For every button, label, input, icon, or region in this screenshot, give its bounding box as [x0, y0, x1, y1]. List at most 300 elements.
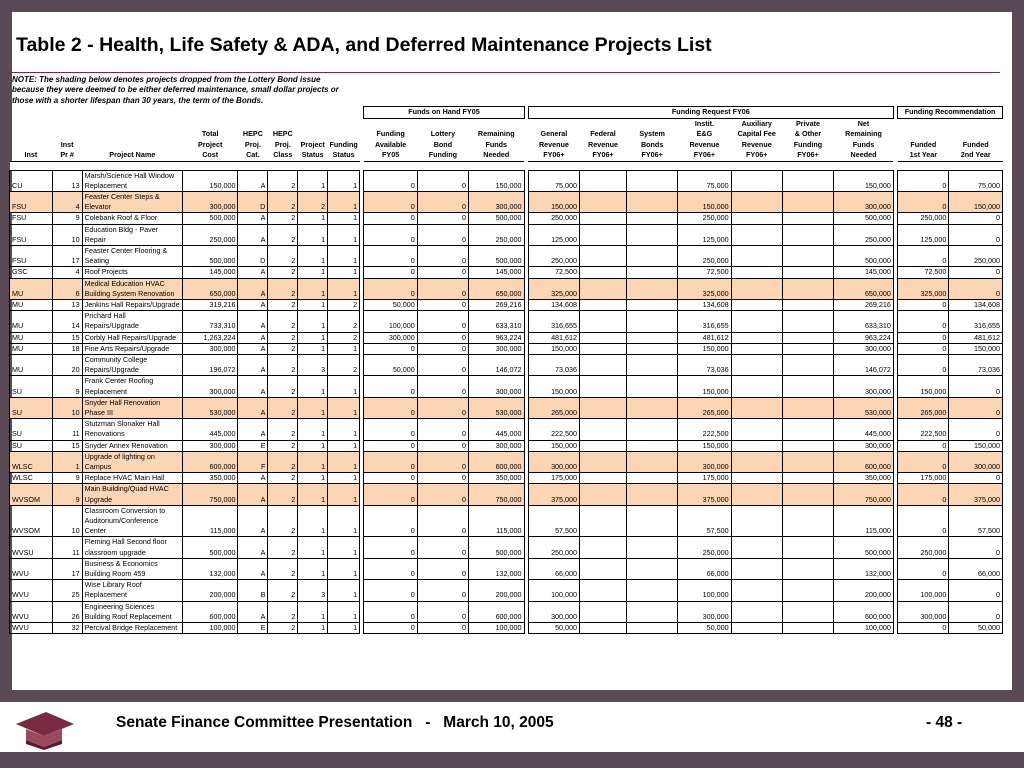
table-cell: 0	[364, 537, 417, 558]
table-cell: 100,000	[528, 580, 579, 601]
table-cell: 0	[417, 451, 468, 472]
table-cell: 250,000	[834, 224, 894, 245]
table-cell	[731, 311, 782, 332]
table-cell: 150,000	[898, 376, 949, 397]
table-cell: 325,000	[678, 278, 731, 299]
table-cell	[627, 299, 678, 310]
table-cell: 300,000	[834, 191, 894, 212]
table-cell	[731, 278, 782, 299]
table-cell: 75,000	[528, 170, 579, 191]
table-cell	[782, 397, 833, 418]
column-header-line: Funding	[329, 139, 358, 149]
table-cell: 18	[52, 343, 82, 354]
column-header	[52, 118, 82, 161]
table-cell: 66,000	[678, 558, 731, 579]
table-cell: 0	[364, 245, 417, 266]
table-cell: 0	[417, 299, 468, 310]
column-header-line: FY06+	[746, 150, 768, 159]
table-cell: 1	[298, 376, 328, 397]
table-cell: 300,000	[182, 440, 238, 451]
table-cell: 265,000	[678, 397, 731, 418]
table-cell: 750,000	[469, 484, 525, 505]
table-cell: Colebank Roof & Floor	[82, 213, 182, 224]
table-cell: Replace HVAC Main Hall	[82, 473, 182, 484]
table-cell: 1	[328, 558, 360, 579]
table-cell: 0	[417, 623, 468, 634]
column-header-line: Funded	[910, 139, 937, 149]
table-cell: 2	[268, 451, 298, 472]
column-header	[898, 118, 949, 161]
column-header-line: Funding	[793, 139, 823, 149]
table-cell	[782, 623, 833, 634]
table-cell: 1	[298, 267, 328, 278]
table-cell: 600,000	[834, 601, 894, 622]
table-cell: 3	[298, 354, 328, 375]
column-header-line: Remaining	[477, 129, 515, 138]
table-cell: 0	[364, 558, 417, 579]
table-cell: 0	[898, 451, 949, 472]
table-cell: 115,000	[469, 505, 525, 537]
table-cell: A	[238, 299, 268, 310]
table-cell: 150,000	[949, 440, 1003, 451]
table-cell: 150,000	[182, 170, 238, 191]
table-cell: Business & Economics Building Room 459	[82, 558, 182, 579]
table-cell: 0	[417, 343, 468, 354]
table-cell: 1	[298, 451, 328, 472]
column-header	[627, 118, 678, 161]
column-header-line	[11, 129, 52, 140]
table-cell: 73,036	[528, 354, 579, 375]
column-header	[731, 118, 782, 161]
table-cell: 2	[268, 245, 298, 266]
table-cell: B	[238, 580, 268, 601]
table-cell: 2	[268, 311, 298, 332]
table-cell	[580, 601, 627, 622]
table-cell: 530,000	[469, 397, 525, 418]
table-cell	[731, 580, 782, 601]
table-cell: 10	[52, 397, 82, 418]
table-cell: 0	[417, 580, 468, 601]
column-header	[298, 118, 328, 161]
table-cell	[731, 601, 782, 622]
table-cell: 530,000	[182, 397, 238, 418]
table-cell	[731, 267, 782, 278]
table-cell: 0	[949, 397, 1003, 418]
table-cell: 150,000	[949, 191, 1003, 212]
column-header-line	[899, 129, 948, 140]
table-cell: 300,000	[528, 601, 579, 622]
table-cell	[627, 224, 678, 245]
table-row	[10, 267, 1003, 278]
table-cell: 146,072	[469, 354, 525, 375]
table-cell: 1	[298, 601, 328, 622]
table-cell: Snyder Hall Renovation Phase III	[82, 397, 182, 418]
table-cell: 500,000	[182, 213, 238, 224]
table-cell	[580, 267, 627, 278]
table-cell: 100,000	[834, 623, 894, 634]
table-cell: 20	[52, 354, 82, 375]
table-cell: 375,000	[678, 484, 731, 505]
table-cell: 200,000	[182, 580, 238, 601]
table-cell: 175,000	[898, 473, 949, 484]
spacer-cell	[10, 161, 1003, 170]
table-cell: 1	[328, 601, 360, 622]
table-cell	[782, 311, 833, 332]
table-cell: 1	[298, 170, 328, 191]
table-cell: 300,000	[182, 343, 238, 354]
table-cell: 2	[328, 332, 360, 343]
table-cell	[782, 440, 833, 451]
table-cell	[580, 299, 627, 310]
table-cell: 300,000	[469, 343, 525, 354]
table-cell: MU	[10, 354, 53, 375]
table-cell: 0	[417, 213, 468, 224]
table-cell: A	[238, 558, 268, 579]
table-cell: GSC	[10, 267, 53, 278]
table-cell: Upgrade of lighting on Campus	[82, 451, 182, 472]
table-cell: 14	[52, 311, 82, 332]
table-cell	[627, 484, 678, 505]
table-row	[10, 537, 1003, 558]
table-cell	[580, 558, 627, 579]
table-cell: 2	[268, 191, 298, 212]
table-cell	[782, 558, 833, 579]
table-cell: 316,655	[678, 311, 731, 332]
table-cell: Stutzman Slonaker Hall Renovations	[82, 419, 182, 440]
table-cell: Wise Library Roof Replacement	[82, 580, 182, 601]
table-cell: 600,000	[834, 451, 894, 472]
table-cell: 445,000	[182, 419, 238, 440]
table-cell: 1	[298, 440, 328, 451]
column-header-line: Bond	[433, 139, 453, 149]
table-cell: 145,000	[834, 267, 894, 278]
table-cell: 0	[949, 213, 1003, 224]
table-cell: 2	[268, 505, 298, 537]
column-header-line: Inst	[60, 139, 74, 149]
table-row	[10, 440, 1003, 451]
table-cell	[782, 213, 833, 224]
table-row	[10, 343, 1003, 354]
table-cell	[580, 484, 627, 505]
table-cell: 2	[268, 440, 298, 451]
table-row	[10, 213, 1003, 224]
table-cell: 1	[328, 224, 360, 245]
table-cell: 15	[52, 332, 82, 343]
table-cell: 2	[268, 623, 298, 634]
table-cell: 1	[298, 623, 328, 634]
table-cell: 0	[898, 343, 949, 354]
table-cell: 73,036	[949, 354, 1003, 375]
column-header-line: FY06+	[693, 150, 716, 159]
table-cell	[627, 311, 678, 332]
table-cell: 1	[328, 419, 360, 440]
table-cell: 1	[328, 213, 360, 224]
table-cell: 0	[364, 191, 417, 212]
table-cell	[627, 397, 678, 418]
table-cell: 2	[268, 224, 298, 245]
table-cell: 115,000	[182, 505, 238, 537]
table-cell: 2	[268, 170, 298, 191]
table-cell: E	[238, 440, 268, 451]
table-cell: WVSU	[10, 537, 53, 558]
table-cell: 1	[328, 473, 360, 484]
column-header-line: Inst	[24, 150, 38, 159]
table-cell: 2	[328, 299, 360, 310]
table-cell: 2	[268, 419, 298, 440]
table-cell	[782, 267, 833, 278]
table-cell: 0	[949, 537, 1003, 558]
table-cell: E	[238, 623, 268, 634]
table-cell: 500,000	[834, 213, 894, 224]
table-cell: 0	[364, 440, 417, 451]
table-cell: 0	[364, 451, 417, 472]
table-cell: Feaster Center Steps & Elevator	[82, 191, 182, 212]
table-row	[10, 299, 1003, 310]
table-cell	[627, 505, 678, 537]
table-cell: 0	[898, 245, 949, 266]
table-cell	[731, 332, 782, 343]
table-cell: 2	[268, 267, 298, 278]
table-cell: 633,310	[469, 311, 525, 332]
table-cell: Corbly Hall Repairs/Upgrade	[82, 332, 182, 343]
column-header-line: Status	[301, 150, 324, 159]
table-cell: 146,072	[834, 354, 894, 375]
column-header	[469, 118, 525, 161]
table-cell: 2	[268, 580, 298, 601]
table-cell: 0	[898, 354, 949, 375]
table-cell: 1	[328, 440, 360, 451]
table-cell: 500,000	[834, 245, 894, 266]
group-funding-request: Funding Request FY06	[528, 107, 893, 119]
table-cell: 0	[949, 580, 1003, 601]
table-row	[10, 191, 1003, 212]
table-cell: 0	[417, 440, 468, 451]
table-cell	[580, 332, 627, 343]
column-header-line: HEPC	[242, 129, 263, 138]
table-cell	[580, 191, 627, 212]
table-cell: 0	[417, 419, 468, 440]
table-cell	[580, 354, 627, 375]
table-cell: 0	[417, 332, 468, 343]
table-cell: 150,000	[678, 440, 731, 451]
table-cell: 150,000	[469, 170, 525, 191]
table-cell: 500,000	[469, 537, 525, 558]
table-cell	[782, 245, 833, 266]
table-cell: FSU	[10, 245, 53, 266]
table-cell: 100,000	[182, 623, 238, 634]
table-cell: A	[238, 601, 268, 622]
table-cell: 0	[417, 484, 468, 505]
table-cell: 150,000	[528, 343, 579, 354]
table-cell	[627, 170, 678, 191]
table-row	[10, 376, 1003, 397]
table-cell: 66,000	[949, 558, 1003, 579]
table-cell: 32	[52, 623, 82, 634]
table-cell: Medical Education HVAC Building System Renovation	[82, 278, 182, 299]
table-cell: A	[238, 537, 268, 558]
table-cell	[731, 473, 782, 484]
table-cell: A	[238, 397, 268, 418]
table-cell: 11	[52, 419, 82, 440]
column-header-line	[329, 129, 359, 140]
table-cell	[580, 213, 627, 224]
table-cell: Snyder Annex Renovation	[82, 440, 182, 451]
table-cell	[782, 580, 833, 601]
table-cell: 500,000	[834, 537, 894, 558]
table-cell	[627, 354, 678, 375]
column-header	[782, 118, 833, 161]
table-cell	[580, 245, 627, 266]
table-cell: 269,216	[469, 299, 525, 310]
column-header-line: Status	[332, 150, 355, 159]
column-header-line	[83, 140, 181, 151]
table-row	[10, 558, 1003, 579]
column-header-line: Net	[857, 118, 870, 128]
table-row	[10, 505, 1003, 537]
column-header-line: Revenue	[588, 139, 619, 149]
table-cell: 2	[268, 473, 298, 484]
table-cell	[782, 278, 833, 299]
table-cell: 0	[898, 170, 949, 191]
table-cell: 3	[298, 580, 328, 601]
table-cell: 269,216	[834, 299, 894, 310]
table-cell: 963,224	[469, 332, 525, 343]
column-header-line: Funded	[962, 139, 989, 149]
table-cell	[580, 278, 627, 299]
table-cell: SU	[10, 397, 53, 418]
table-row	[10, 170, 1003, 191]
table-cell: 0	[417, 397, 468, 418]
group-spacer	[10, 107, 360, 119]
table-row	[10, 451, 1003, 472]
table-row	[10, 397, 1003, 418]
column-header	[10, 118, 53, 161]
table-cell: 25	[52, 580, 82, 601]
table-cell: 300,000	[834, 440, 894, 451]
table-cell: 200,000	[834, 580, 894, 601]
table-cell: 250,000	[469, 224, 525, 245]
table-cell	[782, 537, 833, 558]
table-cell	[580, 170, 627, 191]
table-cell: 125,000	[898, 224, 949, 245]
table-cell	[627, 278, 678, 299]
table-cell: 0	[417, 473, 468, 484]
table-cell: 2	[328, 354, 360, 375]
table-cell: 2	[328, 311, 360, 332]
table-cell: 445,000	[469, 419, 525, 440]
table-cell: 100,000	[678, 580, 731, 601]
table-cell: 72,500	[528, 267, 579, 278]
table-cell: 0	[949, 224, 1003, 245]
table-cell	[731, 419, 782, 440]
table-cell: 500,000	[182, 537, 238, 558]
table-cell: 0	[417, 558, 468, 579]
table-cell: 1	[328, 580, 360, 601]
table-cell: 0	[417, 311, 468, 332]
table-cell: 75,000	[678, 170, 731, 191]
table-cell: A	[238, 376, 268, 397]
table-cell: 200,000	[469, 580, 525, 601]
table-cell: 0	[417, 376, 468, 397]
table-cell: 66,000	[528, 558, 579, 579]
table-cell: 1	[298, 419, 328, 440]
table-cell: 300,000	[834, 376, 894, 397]
table-cell: 1	[298, 213, 328, 224]
table-cell: 150,000	[678, 376, 731, 397]
table-cell: 0	[364, 343, 417, 354]
table-cell: 17	[52, 245, 82, 266]
column-header-line: Funds	[852, 139, 875, 149]
table-cell: 57,500	[678, 505, 731, 537]
table-cell: 0	[364, 376, 417, 397]
table-cell: 0	[364, 419, 417, 440]
table-cell	[731, 558, 782, 579]
table-cell: MU	[10, 311, 53, 332]
table-cell	[627, 245, 678, 266]
table-cell: 963,224	[834, 332, 894, 343]
table-cell: 0	[949, 267, 1003, 278]
table-cell: 600,000	[182, 451, 238, 472]
table-row	[10, 601, 1003, 622]
column-header-line: Needed	[850, 150, 877, 159]
column-header-line: Private	[795, 118, 820, 128]
column-header-line: Cost	[202, 150, 219, 159]
table-cell: 222,500	[678, 419, 731, 440]
table-cell: 2	[268, 278, 298, 299]
table-cell: D	[238, 191, 268, 212]
table-cell: 2	[268, 299, 298, 310]
table-cell: 26	[52, 601, 82, 622]
table-cell: 375,000	[949, 484, 1003, 505]
table-cell: A	[238, 170, 268, 191]
column-header-line: Funding	[376, 129, 405, 138]
column-header	[82, 118, 182, 161]
table-cell: 350,000	[834, 473, 894, 484]
table-cell: 10	[52, 224, 82, 245]
table-cell: 265,000	[528, 397, 579, 418]
table-cell: A	[238, 213, 268, 224]
table-cell: 0	[898, 505, 949, 537]
table-cell: Prichard Hall Repairs/Upgrade	[82, 311, 182, 332]
table-cell: 0	[417, 278, 468, 299]
table-cell: 375,000	[528, 484, 579, 505]
table-cell: A	[238, 224, 268, 245]
table-cell	[782, 473, 833, 484]
table-cell	[627, 473, 678, 484]
table-cell: 100,000	[364, 311, 417, 332]
table-cell: 145,000	[182, 267, 238, 278]
table-cell: 9	[52, 484, 82, 505]
table-cell: 300,000	[678, 601, 731, 622]
column-header-line: Proj.	[274, 139, 291, 149]
table-cell	[731, 451, 782, 472]
column-header-line: Revenue	[741, 139, 772, 149]
table-cell: WVU	[10, 623, 53, 634]
table-cell: 2	[268, 484, 298, 505]
table-cell: 445,000	[834, 419, 894, 440]
column-header-line: Revenue	[689, 139, 720, 149]
table-cell	[782, 343, 833, 354]
table-cell: 530,000	[834, 397, 894, 418]
table-cell	[731, 343, 782, 354]
table-cell: 0	[949, 376, 1003, 397]
table-cell: FSU	[10, 213, 53, 224]
table-cell: 350,000	[469, 473, 525, 484]
table-cell	[580, 537, 627, 558]
table-cell: 196,072	[182, 354, 238, 375]
table-cell: 0	[949, 601, 1003, 622]
table-cell: A	[238, 354, 268, 375]
